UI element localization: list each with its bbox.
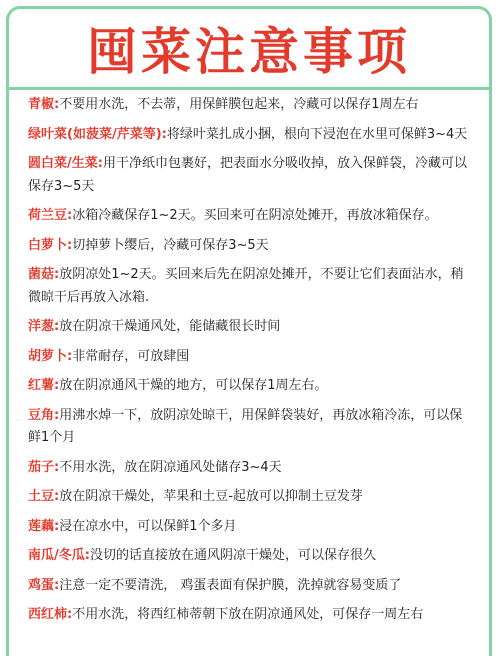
tip-item-desc: 放在阴凉干燥处，苹果和土豆-起放可以抑制土豆发芽 <box>59 489 363 504</box>
tip-item <box>28 94 474 117</box>
tip-item <box>28 375 474 398</box>
tip-item-desc: 浸在凉水中，可以保鲜1个多月 <box>59 518 237 534</box>
tip-item-desc: 不要用水洗，不去蒂，用保鲜膜包起来，冷藏可以保存1周左右 <box>59 97 419 112</box>
tip-item-colon: : <box>67 607 73 622</box>
tip-item-colon: : <box>54 378 60 393</box>
tip-item-desc: 放阴凉处1~2天。买回来后先在阴凉处摊开，不要让它们表面沾水，稍微晾干后再放入冰箱. <box>28 267 464 305</box>
tip-item-name: 鸡蛋 <box>28 577 55 593</box>
tip-item-desc: 冰箱冷藏保存1~2天。买回来可在阴凉处摊开，再放冰箱保存。 <box>72 208 438 223</box>
tip-item-desc: 注意一定不要清洗， 鸡蛋表面有保护膜，洗掉就容易变质了 <box>59 577 402 593</box>
tip-item-desc: 不用水洗，将西红柿蒂朝下放在阴凉通风处，可保存一周左右 <box>72 607 424 622</box>
tip-item <box>28 486 474 509</box>
tip-item-name: 南瓜/冬瓜 <box>28 548 85 563</box>
tip-item-colon: : <box>84 548 90 563</box>
tip-item <box>28 316 474 339</box>
tip-item-name: 红薯 <box>28 378 55 393</box>
tip-item-colon: : <box>54 459 60 475</box>
tip-item-desc: 放在阴凉通风干燥的地方，可以保存1周左右。 <box>59 378 328 393</box>
tip-item-colon: : <box>97 156 103 171</box>
tip-item-name: 莲藕 <box>28 518 55 534</box>
tip-item <box>28 405 474 450</box>
tip-item-colon: : <box>54 577 60 593</box>
tip-item-name: 菌菇 <box>28 267 55 282</box>
tip-item-colon: : <box>54 518 60 534</box>
tip-item <box>28 516 474 539</box>
tip-item <box>28 124 474 147</box>
tip-item-colon: : <box>67 208 73 223</box>
tip-item-colon: : <box>54 267 60 282</box>
tip-item <box>28 545 474 568</box>
tip-item <box>28 575 474 598</box>
tip-item-desc: 非常耐存，可放肆囤 <box>72 348 190 364</box>
tip-item-name: 白萝卜 <box>28 237 68 253</box>
tip-item <box>28 346 474 369</box>
tip-item-desc: 没切的话直接放在通风阴凉干燥处，可以保存很久 <box>89 548 376 563</box>
tip-item-name: 土豆 <box>28 489 55 504</box>
title-divider <box>9 87 489 90</box>
tip-item-name: 洋葱 <box>28 319 55 334</box>
tip-item-colon: : <box>54 319 60 334</box>
tip-item-desc: 放在阴凉干燥通风处，能储藏很长时间 <box>59 319 281 334</box>
tip-item <box>28 235 474 258</box>
page-title: 囤菜注意事项 <box>87 23 411 81</box>
tip-item-colon: : <box>67 237 73 253</box>
tip-item-colon: : <box>67 348 73 364</box>
tip-item-desc: 将绿叶菜扎成小捆，根向下浸泡在水里可保鲜3~4天 <box>166 126 468 142</box>
tip-item-name: 圆白菜/生菜 <box>28 156 98 171</box>
tip-item-name: 西红柿 <box>28 607 68 622</box>
tip-item <box>28 205 474 228</box>
tip-item-name: 豆角 <box>28 407 55 423</box>
tip-item-name: 茄子 <box>28 459 55 475</box>
tip-item-colon: : <box>54 489 60 504</box>
tip-item-name: 荷兰豆 <box>28 208 68 223</box>
tip-item-name: 胡萝卜 <box>28 348 68 364</box>
tip-item-name: 绿叶菜(如菠菜/芹菜等) <box>28 126 162 142</box>
tip-item-colon: : <box>54 407 60 423</box>
title-band <box>9 9 489 87</box>
tips-list <box>28 94 474 634</box>
tip-item-desc: 不用水洗，放在阴凉通风处储存3~4天 <box>59 459 282 475</box>
tip-item-colon: : <box>161 126 167 142</box>
tip-item-name: 青椒 <box>28 97 55 112</box>
tip-item <box>28 457 474 480</box>
tip-item-desc: 切掉萝卜缨后，冷藏可保存3~5天 <box>72 237 269 253</box>
tip-item <box>28 264 474 309</box>
tip-item <box>28 604 474 627</box>
tip-item-desc: 用沸水焯一下，放阴凉处晾干，用保鲜袋装好，再放冰箱冷冻，可以保鲜1个月 <box>28 407 463 445</box>
tip-item-desc: 用干净纸巾包裹好，把表面水分吸收掉，放入保鲜袋，冷藏可以保存3~5天 <box>28 156 467 194</box>
tip-item-colon: : <box>54 97 60 112</box>
tip-item <box>28 153 474 198</box>
